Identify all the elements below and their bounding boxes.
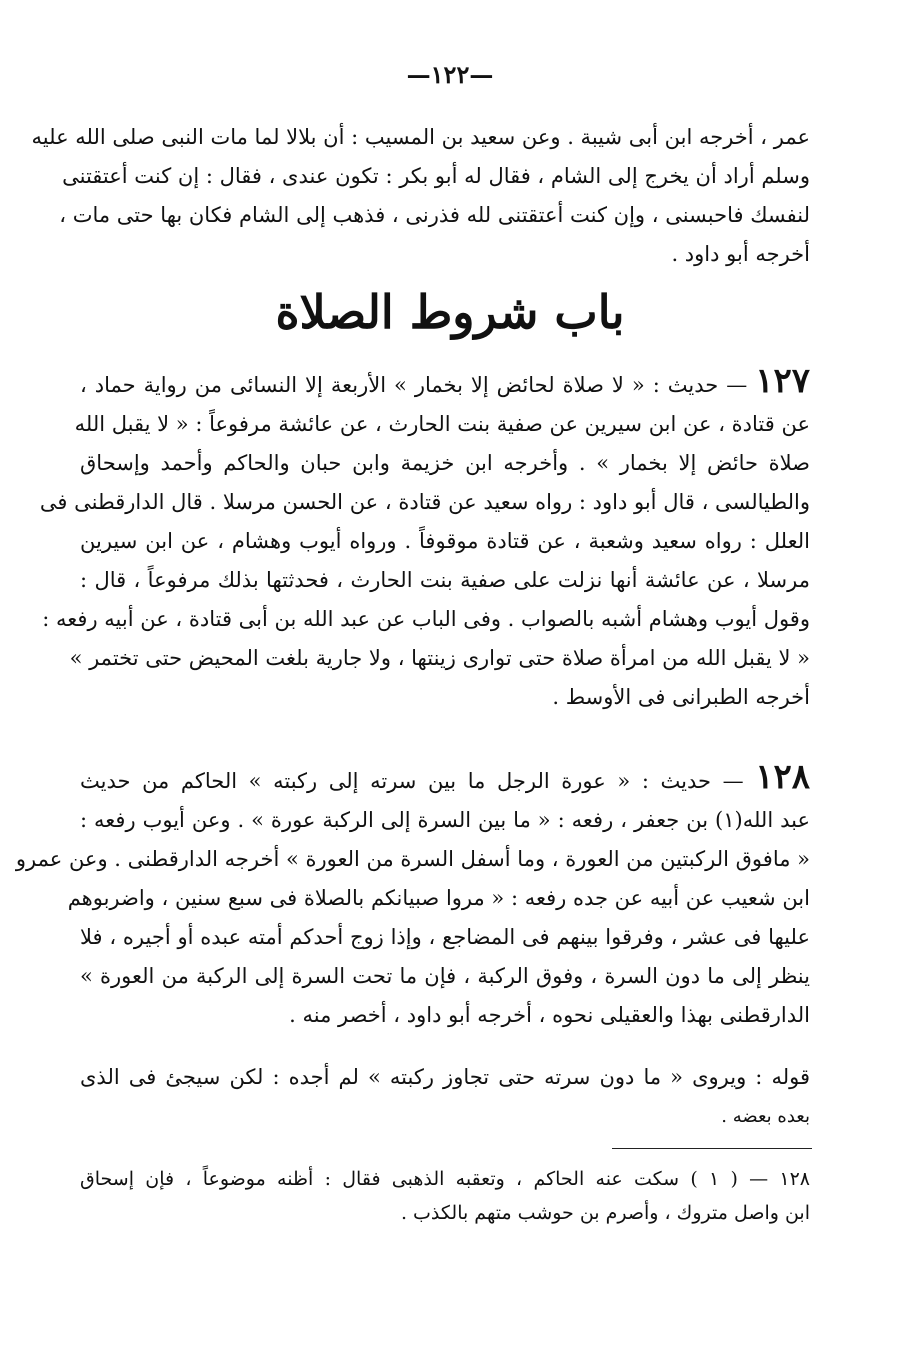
text-line <box>80 362 810 405</box>
hadith-127-paragraph <box>39 361 810 717</box>
footnote-line: ابن واصل متروك ، وأصرم بن حوشب متهم بالكذب . <box>400 1202 810 1224</box>
hadith-128-paragraph <box>15 757 811 1035</box>
text-line: مرسلا ، عن عائشة أنها نزلت على صفية بنت الحارث ، فحدثتها بذلك مرفوعاً ، قال : <box>80 568 810 592</box>
hadith-heading-text: — حديث : « لا صلاة لحائض إلا بخمار » الأربعة إلا النسائى من رواية حماد ، <box>80 373 748 397</box>
text-line: صلاة حائض إلا بخمار » . وأخرجه ابن خزيمة وابن حبان والحاكم وأحمد وإسحاق <box>80 451 810 475</box>
intro-paragraph <box>31 118 810 274</box>
hadith-heading-text: — حديث : « عورة الرجل ما بين سرته إلى ركبته » الحاكم من حديث <box>80 769 744 793</box>
hadith-number: ١٢٨ <box>755 757 810 797</box>
text-line: عن قتادة ، عن ابن سيرين عن صفية بنت الحارث ، عن عائشة مرفوعاً : « لا يقبل الله <box>74 412 810 436</box>
footnote <box>80 1162 810 1230</box>
text-line: ينظر إلى ما دون السرة ، وفوق الركبة ، فإن ما تحت السرة إلى الركبة من العورة » <box>80 964 810 988</box>
text-line: وسلم أراد أن يخرج إلى الشام ، فقال له أبو بكر : تكون عندى ، فقال : إن كنت أعتقتنى <box>62 164 810 188</box>
text-line: أخرجه الطبرانى فى الأوسط . <box>552 685 810 709</box>
footnote-line: ١٢٨ — ( ١ ) سكت عنه الحاكم ، وتعقبه الذهبى فقال : أظنه موضوعاً ، فإن إسحاق <box>80 1168 811 1190</box>
footnote-divider <box>612 1148 812 1149</box>
text-line: « لا يقبل الله من امرأة صلاة حتى توارى زينتها ، ولا جارية بلغت المحيض حتى تختمر » <box>69 646 810 670</box>
hadith-number: ١٢٧ <box>755 361 810 401</box>
text-line: عبد الله(١) بن جعفر ، رفعه : « ما بين السرة إلى الركبة عورة » . وعن أيوب رفعه : <box>80 808 811 832</box>
chapter-title: باب شروط الصلاة <box>275 285 625 339</box>
remark-paragraph <box>80 1058 810 1136</box>
text-line: « مافوق الركبتين من العورة ، وما أسفل السرة من العورة » أخرجه الدارقطنى . وعن عمرو <box>15 847 810 871</box>
text-line: أخرجه أبو داود . <box>671 242 810 266</box>
text-line: وقول أيوب وهشام أشبه بالصواب . وفى الباب عن عبد الله بن أبى قتادة ، عن أبيه رفعه : <box>42 607 810 631</box>
text-line: العلل : رواه سعيد وشعبة ، عن قتادة موقوفاً . ورواه أيوب وهشام ، عن ابن سيرين <box>80 529 810 553</box>
text-line: الدارقطنى بهذا والعقيلى نحوه ، أخرجه أبو داود ، أخصر منه . <box>289 1003 810 1027</box>
text-line: لنفسك فاحبسنى ، وإن كنت أعتقتنى لله فذرنى ، فذهب إلى الشام فكان بها حتى مات ، <box>59 203 810 227</box>
page-number: —١٢٢— <box>406 60 494 89</box>
text-line: عليها فى عشر ، وفرقوا بينهم فى المضاجع ، وإذا زوج أحدكم أمته عبده أو أجيره ، فلا <box>80 925 810 949</box>
text-line: والطيالسى ، قال أبو داود : رواه سعيد عن قتادة ، عن الحسن مرسلا . قال الدارقطنى فى <box>39 490 810 514</box>
text-line <box>80 758 810 801</box>
text-line: بعده بعضه . <box>721 1106 810 1127</box>
text-line: عمر ، أخرجه ابن أبى شيبة . وعن سعيد بن المسيب : أن بلالا لما مات النبى صلى الله عليه <box>31 125 810 149</box>
text-line: قوله : ويروى « ما دون سرته حتى تجاوز ركبته » لم أجده : لكن سيجئ فى الذى <box>80 1065 810 1089</box>
text-line: ابن شعيب عن أبيه عن جده رفعه : « مروا صبيانكم بالصلاة فى سبع سنين ، واضربوهم <box>67 886 810 910</box>
